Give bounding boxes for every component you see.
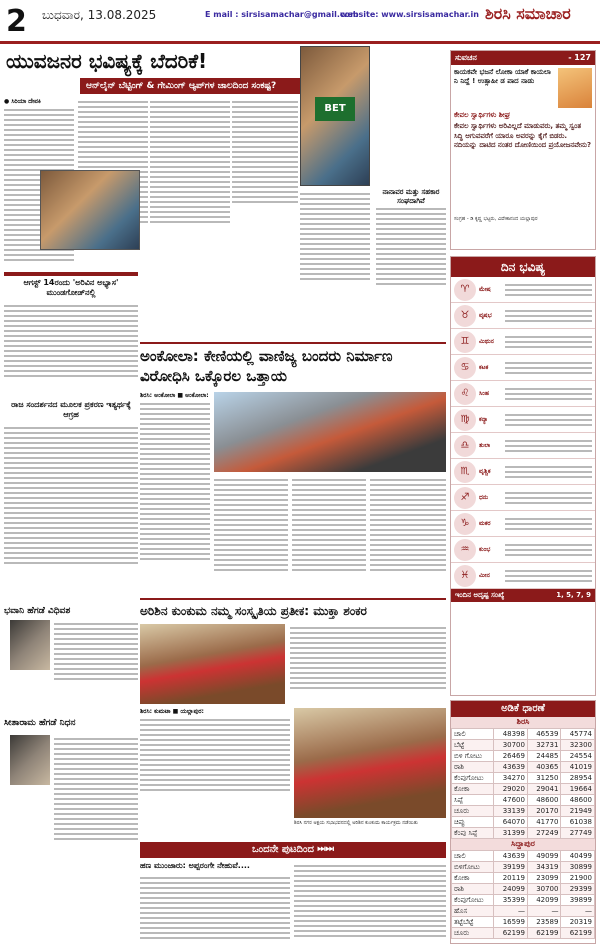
market-row <box>452 806 595 817</box>
left-headline-2: ರಾಜ ಸಂದರ್ಶನದ ಮೂಲಕ ಪ್ರಕರಣ ಇತ್ಯರ್ಥಕ್ಕೆ ಆಗ್ರಹ <box>11 400 131 419</box>
zodiac-icon: ♋ <box>454 357 476 379</box>
market-price: 43639 <box>494 851 528 862</box>
market-price: 40365 <box>527 762 561 773</box>
market-item: ಕೆಂಪುಗೋಟು <box>452 773 494 784</box>
divider <box>140 342 446 344</box>
horoscope-row <box>451 407 595 433</box>
market-item: ಕೋಕಾ <box>452 784 494 795</box>
zodiac-icon: ♈ <box>454 279 476 301</box>
zodiac-text <box>505 307 595 325</box>
lead-headline: ಯುವಜನರ ಭವಿಷ್ಯಕ್ಕೆ ಬೆದರಿಕೆ! <box>6 49 208 73</box>
zodiac-icon: ♐ <box>454 487 476 509</box>
continued-banner: ಒಂದನೇ ಪುಟದಿಂದ ⏭⏭ <box>140 842 446 858</box>
quote-number: - 127 <box>568 53 591 62</box>
left-headline-1: ಆಗಸ್ಟ್ 14ರಂದು 'ಅರಿವಿನ ಅಭ್ಯಾಸ' ಮುಂಡಗೋಡ್‌ನಲ್ಲಿ <box>23 278 119 297</box>
market-price: 48600 <box>561 795 595 806</box>
market-price: 33139 <box>494 806 528 817</box>
zodiac-icon: ♍ <box>454 409 476 431</box>
left-body-2 <box>4 424 138 604</box>
story2-col-1 <box>140 392 210 592</box>
market-item: ಚೂರು <box>452 806 494 817</box>
lead-col-4 <box>232 98 298 268</box>
market-table-siddapur <box>451 850 595 939</box>
obituary-body-2 <box>54 735 138 895</box>
bet-label: BET <box>315 97 355 121</box>
market-price: 30899 <box>561 862 595 873</box>
horoscope-row <box>451 511 595 537</box>
market-price: 24554 <box>561 751 595 762</box>
zodiac-text <box>505 541 595 559</box>
quote-headline: ಕೇವಲ ಸ್ವಾರ್ಥಿಗಳು ಶೀಘ್ರ <box>454 111 511 119</box>
story2-col-2 <box>214 476 288 592</box>
market-price: 35399 <box>494 895 528 906</box>
divider <box>4 272 138 276</box>
zodiac-text <box>505 489 595 507</box>
lead-col-3 <box>150 98 230 268</box>
market-price: 62199 <box>494 928 528 939</box>
story2-photo <box>214 392 446 472</box>
market-price: 23589 <box>527 917 561 928</box>
contact-email[interactable]: E mail : sirsisamachar@gmail.com <box>205 10 359 19</box>
horoscope-row <box>451 433 595 459</box>
zodiac-name: ಕುಂಭ <box>479 545 491 553</box>
zodiac-text <box>505 437 595 455</box>
market-price: 41770 <box>527 817 561 828</box>
market-price: — <box>561 906 595 917</box>
website-link[interactable]: website: www.sirsisamachar.in <box>340 10 479 19</box>
market-price: 23099 <box>527 873 561 884</box>
zodiac-name: ಮೀನ <box>479 571 490 579</box>
story4-col-2 <box>294 862 446 942</box>
market-price: 48600 <box>527 795 561 806</box>
market-row <box>452 862 595 873</box>
zodiac-icon: ♎ <box>454 435 476 457</box>
right-subhead: ನಾನಾವರ ಮತ್ತು ಸಹಕಾರ ಸಂಘದಾಗಿವೆ <box>382 188 440 205</box>
lucky-numbers: 1, 5, 7, 9 <box>556 591 591 599</box>
continued-subheadline: ಹಣ ಮುಂಜಾರು: ಅಪ್ಪರಂಗೇ ನೇಹುವೆ.... <box>140 861 250 870</box>
market-row <box>452 773 595 784</box>
market-price: 19664 <box>561 784 595 795</box>
market-price: 49099 <box>527 851 561 862</box>
horoscope-row <box>451 485 595 511</box>
zodiac-name: ಮಕರ <box>479 519 491 527</box>
horoscope-panel <box>450 256 596 696</box>
market-price: 27249 <box>527 828 561 839</box>
story3-col-2 <box>140 708 290 808</box>
zodiac-name: ವೃಷಭ <box>479 311 492 319</box>
story4-col-1 <box>140 874 290 942</box>
story3-col-1 <box>290 624 446 704</box>
market-item: ಚೂರು <box>452 928 494 939</box>
market-price: 32300 <box>561 740 595 751</box>
market-price: 32731 <box>527 740 561 751</box>
market-row <box>452 740 595 751</box>
lead-col-5 <box>300 190 370 340</box>
zodiac-text <box>505 515 595 533</box>
zodiac-icon: ♉ <box>454 305 476 327</box>
lead-photo-phone <box>40 170 140 250</box>
issue-date: ಬುಧವಾರ, 13.08.2025 <box>42 8 157 22</box>
market-row <box>452 895 595 906</box>
market-row <box>452 751 595 762</box>
market-item: ರಾಶಿ <box>452 762 494 773</box>
market-price: 30700 <box>494 740 528 751</box>
market-row <box>452 817 595 828</box>
zodiac-name: ಕನ್ಯಾ <box>479 415 488 423</box>
divider <box>140 598 446 600</box>
market-row <box>452 729 595 740</box>
horoscope-row <box>451 329 595 355</box>
market-item: ಕೋಕಾ <box>452 873 494 884</box>
left-body-1 <box>4 302 138 397</box>
horoscope-row <box>451 277 595 303</box>
lead-subheadline: ಆನ್‌ಲೈನ್ ಬೆಟ್ಟಿಂಗ್ & ಗೇಮಿಂಗ್ ಆ್ಯಪ್‌ಗಳ ಜಾಲದಿಂದ ಸಂಕಷ್ಟ? <box>80 78 310 94</box>
market-price: — <box>494 906 528 917</box>
market-price: 62199 <box>527 928 561 939</box>
market-item: ಬಿಳಿ ಗೋಟು <box>452 751 494 762</box>
quote-text: ಕಾಯಕವೇ ಭಜನೆ ಲೋಕಾ ಯಾಕೆ ಕಾಯಲಾ ನಿ ನಿದ್ದೆ ! ಉತ್ಸಾಹೀ ಡ ಪಾದ ನಾಡು <box>454 68 551 85</box>
story2-col-3 <box>292 476 366 592</box>
zodiac-text <box>505 411 595 429</box>
market-item: ಬೆಟ್ಟೆ <box>452 740 494 751</box>
zodiac-text <box>505 567 595 585</box>
zodiac-text <box>505 281 595 299</box>
zodiac-name: ಕಟಕ <box>479 363 489 371</box>
page-number: 2 <box>6 4 27 39</box>
obituary-body-1 <box>54 620 138 710</box>
story3-dateline: ಶಿರಸಿ: ಕುಮಟಾ ■ ಯಲ್ಲಾಪುರ: <box>140 708 204 715</box>
lead-col-6 <box>376 205 446 340</box>
zodiac-icon: ♒ <box>454 539 476 561</box>
zodiac-name: ಮಿಥುನ <box>479 337 494 345</box>
quote-credit: ಸಂಗ್ರಹ - ಡಿ ಕೃಷ್ಣ ಭಟ್ಟರು, ವಿವೇಕಾನಂದ ಯಲ್ಲಾಪುರ <box>454 216 538 222</box>
lead-byline: ● ಸಿರಿಯಾ ದೇವಕಿ <box>4 98 41 105</box>
market-row <box>452 795 595 806</box>
zodiac-text <box>505 359 595 377</box>
zodiac-icon: ♓ <box>454 565 476 587</box>
market-panel <box>450 700 596 944</box>
market-item: ಬಿಳಿಗೋಟು <box>452 862 494 873</box>
market-price: 62199 <box>561 928 595 939</box>
market-price: 24485 <box>527 751 561 762</box>
zodiac-icon: ♏ <box>454 461 476 483</box>
market-row <box>452 928 595 939</box>
market-sub-siddapur: ಸಿದ್ದಾಪುರ <box>451 839 595 850</box>
market-price: 39199 <box>494 862 528 873</box>
horoscope-row <box>451 537 595 563</box>
newspaper-logo: ಶಿರಸಿ ಸಮಾಚಾರ <box>485 4 571 23</box>
horoscope-row <box>451 563 595 589</box>
market-title: ಅಡಿಕೆ ಧಾರಣೆ <box>451 701 595 717</box>
zodiac-name: ವೃಶ್ಚಿಕ <box>479 467 491 475</box>
market-price: 20170 <box>527 806 561 817</box>
market-price: 29399 <box>561 884 595 895</box>
market-row <box>452 762 595 773</box>
zodiac-text <box>505 333 595 351</box>
zodiac-icon: ♌ <box>454 383 476 405</box>
market-price: 45774 <box>561 729 595 740</box>
market-item: ಕೆಂಪುಗೋಟು <box>452 895 494 906</box>
market-table-sirsi <box>451 728 595 839</box>
obituary-photo-2 <box>10 735 50 785</box>
market-price: 21900 <box>561 873 595 884</box>
horoscope-row <box>451 381 595 407</box>
quote-tag: ಸುವಚನ <box>455 53 477 62</box>
market-price: — <box>527 906 561 917</box>
quote-body: ಕೇವಲ ಸ್ವಾರ್ಥಿಗಳು ಅರಿವಿಲ್ಲದೆ ಮಾಡುವರು, ತಮ್ಮ ಸ್ವಂತ ಸಿದ್ಧಿ ಆಗುವವರೆಗೆ ಯಾರೂ ಅವರನ್ನು ಕೈಗೆ ಬಿಡರು. ನದಿಯನ್ನು ದಾಟಿದ ನಂತರ ದೋಣಿಯಿಂದ ಪ್ರಯೋಜನವೇನು? <box>454 122 592 149</box>
market-price: 34319 <box>527 862 561 873</box>
horoscope-row <box>451 355 595 381</box>
market-item: ಚಿಪ್ಪು <box>452 817 494 828</box>
market-row <box>452 828 595 839</box>
market-row <box>452 873 595 884</box>
market-price: 47600 <box>494 795 528 806</box>
market-price: 21949 <box>561 806 595 817</box>
story3-photo-2 <box>294 708 446 818</box>
horoscope-row <box>451 303 595 329</box>
zodiac-list <box>451 277 595 589</box>
lead-photo-betting-app <box>300 46 370 186</box>
market-item: ಕೆಂಪು ಸಿಪ್ಪೆ <box>452 828 494 839</box>
market-price: 46539 <box>527 729 561 740</box>
saint-photo <box>558 68 592 108</box>
market-price: 20119 <box>494 873 528 884</box>
market-price: 28954 <box>561 773 595 784</box>
story2-dateline: ಶಿರಸಿ: ಅಂಕೋಲಾ ■ ಅಂಕೋಲಾ: <box>140 392 209 399</box>
zodiac-name: ತುಲಾ <box>479 441 491 449</box>
market-price: 27749 <box>561 828 595 839</box>
zodiac-name: ಧನು <box>479 493 489 501</box>
market-price: 39899 <box>561 895 595 906</box>
market-price: 61038 <box>561 817 595 828</box>
story3-headline: ಅರಿಶಿನ ಕುಂಕುಮ ನಮ್ಮ ಸಂಸ್ಕೃತಿಯ ಪ್ರತೀಕ: ಮುಕ್ತಾ ಶಂಕರ <box>140 604 367 618</box>
left-headline-3: ಭವಾನಿ ಹೆಗಡೆ ವಿಧಿವಶ <box>4 606 71 616</box>
horoscope-title: ದಿನ ಭವಿಷ್ಯ <box>451 257 595 277</box>
quote-box <box>450 50 596 250</box>
market-row <box>452 906 595 917</box>
market-price: 29041 <box>527 784 561 795</box>
market-price: 43639 <box>494 762 528 773</box>
market-price: 40499 <box>561 851 595 862</box>
market-price: 16599 <box>494 917 528 928</box>
market-price: 24099 <box>494 884 528 895</box>
market-price: 41019 <box>561 762 595 773</box>
market-row <box>452 917 595 928</box>
zodiac-icon: ♑ <box>454 513 476 535</box>
market-item: ಹೊಸ <box>452 906 494 917</box>
zodiac-name: ಸಿಂಹ <box>479 389 490 397</box>
market-price: 64070 <box>494 817 528 828</box>
market-price: 48398 <box>494 729 528 740</box>
market-item: ಚಾಲಿ <box>452 851 494 862</box>
market-price: 34270 <box>494 773 528 784</box>
market-row <box>452 784 595 795</box>
market-item: ಸಿಪ್ಪೆ <box>452 795 494 806</box>
market-row <box>452 884 595 895</box>
market-item: ಚಾಲಿ <box>452 729 494 740</box>
market-price: 30700 <box>527 884 561 895</box>
market-row <box>452 851 595 862</box>
story2-headline: ಅಂಕೋಲಾ: ಕೇಣಿಯಲ್ಲಿ ವಾಣಿಜ್ಯ ಬಂದರು ನಿರ್ಮಾಣ ವಿರೋಧಿಸಿ ಒಕ್ಕೊರಲ ಒತ್ತಾಯ <box>140 347 393 385</box>
lucky-label: ಇಂದಿನ ಅದೃಷ್ಟ ಸಂಖ್ಯೆ <box>455 591 505 599</box>
market-price: 42099 <box>527 895 561 906</box>
market-item: ತಟ್ಟೆಬೆಟ್ಟೆ <box>452 917 494 928</box>
obituary-photo-1 <box>10 620 50 670</box>
zodiac-icon: ♊ <box>454 331 476 353</box>
story3-caption: ಶಿರಸಿ ನಗರ ಅಕ್ಷಯ ಸಭಾಭವನದಲ್ಲಿ ಅರಿಶಿನ ಕುಂಕುಮ ಕಾರ್ಯಕ್ರಮ ನಡೆಯಿತು <box>294 820 418 826</box>
market-price: 31250 <box>527 773 561 784</box>
story3-photo-1 <box>140 624 285 704</box>
market-sub-sirsi: ಶಿರಸಿ <box>451 717 595 728</box>
left-headline-4: ಸೀತಾರಾಮ ಹೆಗಡೆ ನಿಧನ <box>4 718 76 728</box>
market-item: ರಾಶಿ <box>452 884 494 895</box>
market-price: 20319 <box>561 917 595 928</box>
story2-col-4 <box>370 476 446 592</box>
zodiac-text <box>505 463 595 481</box>
market-price: 29020 <box>494 784 528 795</box>
masthead <box>0 0 600 44</box>
zodiac-name: ಮೇಷ <box>479 285 491 293</box>
zodiac-text <box>505 385 595 403</box>
horoscope-row <box>451 459 595 485</box>
market-price: 31399 <box>494 828 528 839</box>
market-price: 26469 <box>494 751 528 762</box>
